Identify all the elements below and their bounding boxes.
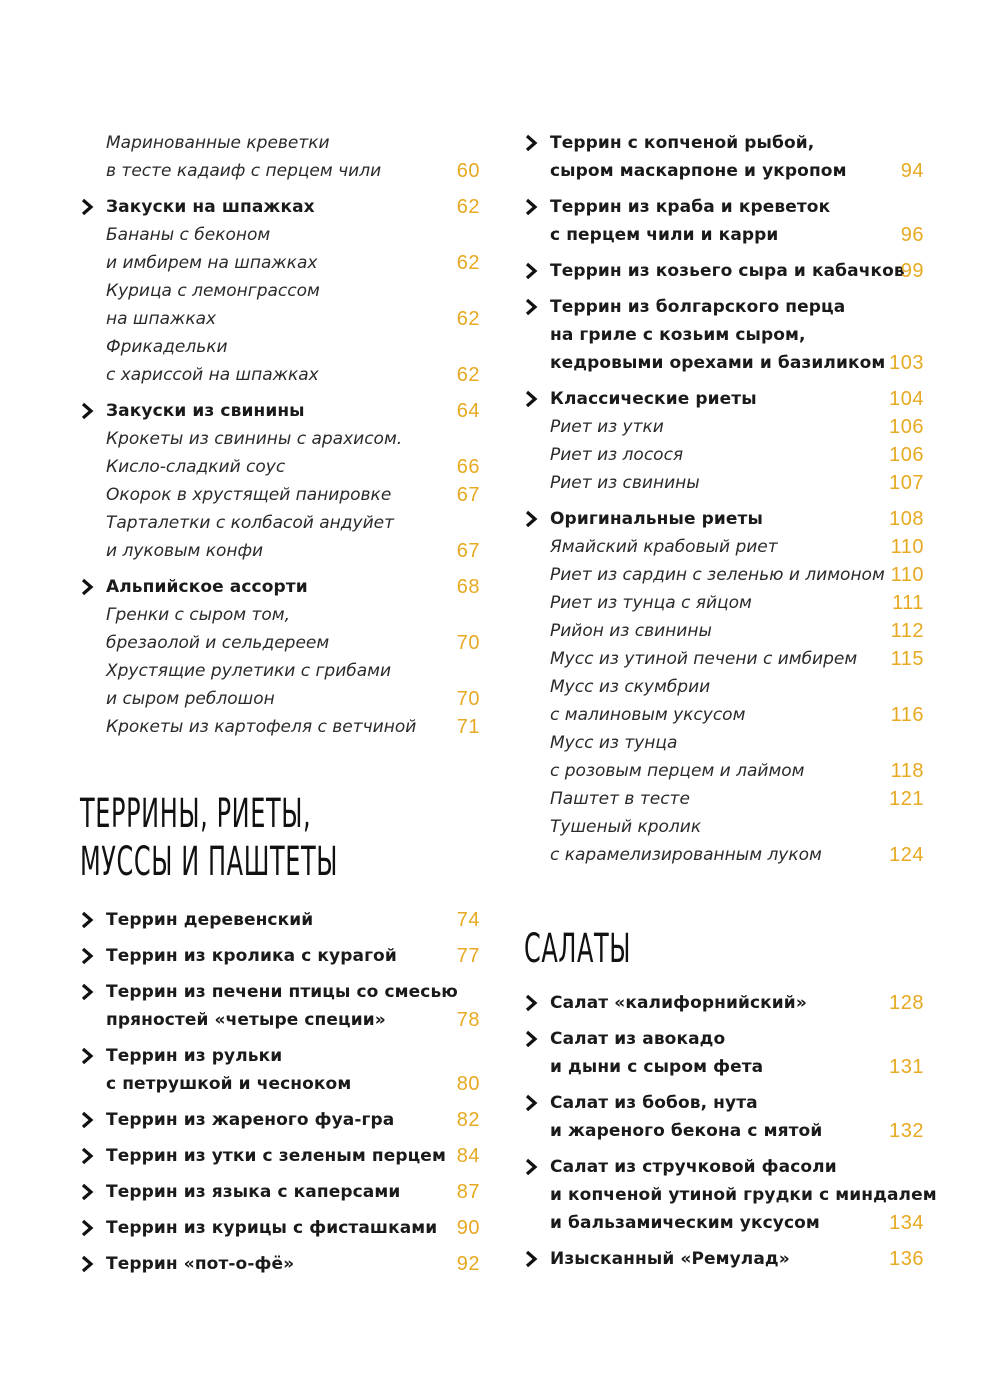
toc-section-entry[interactable] <box>524 385 924 413</box>
toc-section-entry[interactable] <box>80 1250 480 1278</box>
toc-page-number: 128 <box>889 991 924 1014</box>
toc-page-number: 78 <box>456 1008 480 1031</box>
toc-page-number: 110 <box>890 535 924 558</box>
toc-page-number: 60 <box>456 159 480 182</box>
toc-page-number: 77 <box>456 944 480 967</box>
toc-entry-title: Риет из свинины <box>550 473 700 493</box>
toc-entry-title: и луковым конфи <box>106 541 264 561</box>
toc-page-number: 111 <box>892 591 924 614</box>
toc-entry-title: Тарталетки с колбасой андуйет <box>106 513 395 533</box>
toc-section-entry[interactable] <box>80 1178 480 1206</box>
chevron-right-icon <box>80 906 102 934</box>
chevron-right-icon <box>524 1153 546 1181</box>
toc-entry-title: Террин из курицы с фисташками <box>106 1218 438 1238</box>
toc-entry-line <box>524 1117 924 1145</box>
toc-entry-title: Террин из болгарского перца <box>550 297 846 317</box>
section-heading-line: ТЕРРИНЫ, РИЕТЫ, <box>80 791 312 837</box>
toc-page-number: 121 <box>889 787 924 810</box>
toc-subentry[interactable] <box>80 425 480 481</box>
toc-entry-line <box>80 129 480 157</box>
toc-entry-line <box>80 537 480 565</box>
section-heading <box>524 925 631 973</box>
toc-page-number: 132 <box>889 1119 924 1142</box>
toc-entry-title: и жареного бекона с мятой <box>550 1121 823 1141</box>
toc-entry-line <box>80 1178 480 1206</box>
toc-page-number: 124 <box>889 843 924 866</box>
toc-entry-line <box>524 349 924 377</box>
toc-entry-line <box>524 385 924 413</box>
toc-section-entry[interactable] <box>524 1025 924 1081</box>
toc-entry-line <box>80 1214 480 1242</box>
toc-page-number: 104 <box>889 387 924 410</box>
toc-page-number: 94 <box>900 159 924 182</box>
toc-entry-line <box>80 657 480 685</box>
toc-entry-title: Террин из рульки <box>106 1046 283 1066</box>
toc-entry-title: Классические риеты <box>550 389 757 409</box>
toc-entry-line <box>524 293 924 321</box>
toc-entry-title: пряностей «четыре специи» <box>106 1010 386 1030</box>
toc-subentry[interactable] <box>80 657 480 713</box>
toc-entry-line <box>524 321 924 349</box>
toc-page-number: 82 <box>456 1108 480 1131</box>
toc-subentry[interactable] <box>524 673 924 729</box>
toc-entry-title: Курица с лемонграссом <box>106 281 320 301</box>
toc-page-number: 80 <box>456 1072 480 1095</box>
chevron-right-icon <box>80 1042 102 1070</box>
toc-entry-line <box>80 942 480 970</box>
chevron-right-icon <box>80 1178 102 1206</box>
toc-entry-title: на шпажках <box>106 309 217 329</box>
toc-page-number: 70 <box>456 631 480 654</box>
toc-entry-line <box>524 221 924 249</box>
toc-entry-line <box>80 509 480 537</box>
toc-entry-line <box>80 1106 480 1134</box>
toc-entry-line <box>524 729 924 757</box>
toc-entry-title: Террин деревенский <box>106 910 314 930</box>
toc-entry-line <box>524 129 924 157</box>
toc-entry-title: Террин «пот-о-фё» <box>106 1254 295 1274</box>
toc-entry-line <box>524 1025 924 1053</box>
toc-entry-title: Крокеты из свинины с арахисом. <box>106 429 403 449</box>
toc-entry-line <box>80 906 480 934</box>
toc-entry-title: Бананы с беконом <box>106 225 271 245</box>
toc-entry-line <box>80 1250 480 1278</box>
toc-page-number: 118 <box>890 759 924 782</box>
toc-entry-line <box>80 277 480 305</box>
toc-entry-line <box>80 305 480 333</box>
section-heading-line: МУССЫ И ПАШТЕТЫ <box>80 839 339 885</box>
toc-section-entry[interactable] <box>524 257 924 285</box>
toc-entry-title: Террин из козьего сыра и кабачков <box>550 261 905 281</box>
toc-entry-title: Изысканный «Ремулад» <box>550 1249 790 1269</box>
toc-page-number: 107 <box>889 471 924 494</box>
toc-entry-title: с малиновым уксусом <box>550 705 746 725</box>
toc-entry-title: с карамелизированным луком <box>550 845 822 865</box>
toc-section-entry[interactable] <box>80 978 480 1034</box>
toc-entry-title: и сыром реблошон <box>106 689 275 709</box>
toc-entry-title: Фрикадельки <box>106 337 228 357</box>
toc-entry-title: Хрустящие рулетики с грибами <box>106 661 392 681</box>
toc-entry-title: Окорок в хрустящей панировке <box>106 485 392 505</box>
toc-entry-title: Тушеный кролик <box>550 817 702 837</box>
toc-entry-title: Террин из краба и креветок <box>550 197 831 217</box>
toc-page-number: 74 <box>456 908 480 931</box>
toc-entry-line <box>524 561 924 589</box>
toc-entry-line <box>80 453 480 481</box>
toc-page-number: 115 <box>890 647 924 670</box>
toc-entry-title: сыром маскарпоне и укропом <box>550 161 847 181</box>
toc-entry-title: Риет из утки <box>550 417 664 437</box>
toc-entry-title: Ямайский крабовый риет <box>550 537 778 557</box>
chevron-right-icon <box>524 385 546 413</box>
toc-entry-title: с петрушкой и чесноком <box>106 1074 352 1094</box>
toc-entry-line <box>80 713 480 741</box>
toc-subentry[interactable] <box>524 413 924 441</box>
toc-entry-line <box>524 1153 924 1181</box>
toc-page-number: 84 <box>456 1144 480 1167</box>
toc-entry-line <box>524 841 924 869</box>
toc-entry-line <box>80 1142 480 1170</box>
toc-subentry[interactable] <box>80 509 480 565</box>
section-heading <box>80 790 338 886</box>
toc-page-number: 116 <box>890 703 924 726</box>
toc-entry-line <box>80 601 480 629</box>
toc-entry-line <box>80 573 480 601</box>
toc-entry-line <box>80 1042 480 1070</box>
toc-section-entry[interactable] <box>524 1245 924 1273</box>
toc-entry-title: с розовым перцем и лаймом <box>550 761 805 781</box>
toc-entry-line <box>524 257 924 285</box>
toc-entry-line <box>524 533 924 561</box>
toc-entry-title: Паштет в тесте <box>550 789 690 809</box>
toc-entry-title: Альпийское ассорти <box>106 577 308 597</box>
toc-section-entry[interactable] <box>80 397 480 425</box>
toc-subentry[interactable] <box>524 469 924 497</box>
toc-page-number: 92 <box>456 1252 480 1275</box>
toc-page-number: 62 <box>456 363 480 386</box>
toc-entry-title: Риет из сардин с зеленью и лимоном <box>550 565 885 585</box>
toc-entry-line <box>524 673 924 701</box>
toc-entry-line <box>524 1053 924 1081</box>
toc-subentry[interactable] <box>80 481 480 509</box>
toc-subentry[interactable] <box>524 561 924 589</box>
toc-entry-title: Крокеты из картофеля с ветчиной <box>106 717 417 737</box>
toc-entry-line <box>524 469 924 497</box>
toc-section-entry[interactable] <box>80 1042 480 1098</box>
toc-subentry[interactable] <box>524 589 924 617</box>
chevron-right-icon <box>80 573 102 601</box>
toc-entry-line <box>80 685 480 713</box>
toc-entry-title: Салат из бобов, нута <box>550 1093 758 1113</box>
toc-entry-title: с хариссой на шпажках <box>106 365 319 385</box>
toc-entry-title: Кисло-сладкий соус <box>106 457 286 477</box>
toc-page-number: 106 <box>889 443 924 466</box>
chevron-right-icon <box>524 505 546 533</box>
toc-page-number: 66 <box>456 455 480 478</box>
toc-section-entry[interactable] <box>524 193 924 249</box>
toc-page-number: 62 <box>456 251 480 274</box>
toc-subentry[interactable] <box>80 333 480 389</box>
toc-entry-title: Салат из авокадо <box>550 1029 726 1049</box>
toc-page-number: 87 <box>456 1180 480 1203</box>
chevron-right-icon <box>80 978 102 1006</box>
toc-page-number: 99 <box>900 259 924 282</box>
toc-subentry[interactable] <box>80 277 480 333</box>
toc-subentry[interactable] <box>524 813 924 869</box>
chevron-right-icon <box>80 1142 102 1170</box>
toc-entry-line <box>80 221 480 249</box>
toc-subentry[interactable] <box>524 785 924 813</box>
toc-entry-line <box>524 157 924 185</box>
toc-section-entry[interactable] <box>80 942 480 970</box>
toc-entry-line <box>524 813 924 841</box>
toc-subentry[interactable] <box>524 441 924 469</box>
toc-page-number: 62 <box>456 195 480 218</box>
toc-subentry[interactable] <box>80 221 480 277</box>
toc-entry-title: брезаолой и сельдереем <box>106 633 330 653</box>
toc-section-entry[interactable] <box>524 1089 924 1145</box>
toc-entry-title: Террин с копченой рыбой, <box>550 133 815 153</box>
toc-entry-title: в тесте кадаиф с перцем чили <box>106 161 382 181</box>
toc-page-number: 67 <box>456 539 480 562</box>
toc-entry-title: Гренки с сыром том, <box>106 605 291 625</box>
toc-entry-title: Оригинальные риеты <box>550 509 763 529</box>
toc-entry-line <box>80 361 480 389</box>
toc-entry-line <box>524 1089 924 1117</box>
chevron-right-icon <box>524 129 546 157</box>
toc-entry-line <box>80 333 480 361</box>
toc-entry-title: Риет из тунца с яйцом <box>550 593 752 613</box>
toc-page-number: 106 <box>889 415 924 438</box>
toc-subentry[interactable] <box>524 533 924 561</box>
toc-entry-title: Террин из кролика с курагой <box>106 946 397 966</box>
toc-section-entry[interactable] <box>524 129 924 185</box>
toc-section-entry[interactable] <box>524 1153 937 1237</box>
toc-entry-line <box>524 617 924 645</box>
toc-page-number: 67 <box>456 483 480 506</box>
toc-entry-title: и копченой утиной грудки с миндалем <box>550 1185 937 1205</box>
section-heading-line: САЛАТЫ <box>524 926 632 972</box>
toc-entry-line <box>524 193 924 221</box>
chevron-right-icon <box>80 1250 102 1278</box>
toc-entry-line <box>524 701 924 729</box>
toc-entry-line <box>80 629 480 657</box>
chevron-right-icon <box>524 1245 546 1273</box>
chevron-right-icon <box>80 1214 102 1242</box>
toc-entry-line <box>524 1245 924 1273</box>
toc-entry-line <box>80 425 480 453</box>
toc-page-number: 96 <box>900 223 924 246</box>
toc-page-number: 131 <box>889 1055 924 1078</box>
toc-subentry[interactable] <box>524 729 924 785</box>
toc-entry-line <box>524 645 924 673</box>
toc-entry-title: Закуски из свинины <box>106 401 305 421</box>
toc-page-number: 112 <box>890 619 924 642</box>
toc-section-entry[interactable] <box>80 1214 480 1242</box>
toc-entry-title: и бальзамическим уксусом <box>550 1213 820 1233</box>
toc-page-number: 134 <box>889 1211 924 1234</box>
toc-entry-line <box>524 1181 937 1209</box>
toc-entry-title: Мусс из утиной печени с имбирем <box>550 649 858 669</box>
toc-entry-title: Террин из жареного фуа-гра <box>106 1110 395 1130</box>
toc-entry-line <box>80 978 480 1006</box>
toc-entry-title: и имбирем на шпажках <box>106 253 318 273</box>
toc-entry-line <box>524 989 924 1017</box>
toc-subentry[interactable] <box>80 129 480 185</box>
toc-section-entry[interactable] <box>80 573 480 601</box>
toc-page-number: 90 <box>456 1216 480 1239</box>
toc-page-number: 71 <box>456 715 480 738</box>
toc-subentry[interactable] <box>80 601 480 657</box>
toc-entry-title: Мусс из тунца <box>550 733 678 753</box>
toc-entry-line <box>524 441 924 469</box>
chevron-right-icon <box>80 1106 102 1134</box>
toc-page-number: 136 <box>889 1247 924 1270</box>
toc-entry-line <box>80 249 480 277</box>
chevron-right-icon <box>524 257 546 285</box>
toc-entry-line <box>524 413 924 441</box>
toc-entry-title: и дыни с сыром фета <box>550 1057 764 1077</box>
toc-entry-title: Террин из печени птицы со смесью <box>106 982 458 1002</box>
toc-entry-line <box>80 193 480 221</box>
toc-section-entry[interactable] <box>80 1142 480 1170</box>
toc-entry-title: Салат из стручковой фасоли <box>550 1157 837 1177</box>
toc-section-entry[interactable] <box>524 989 924 1017</box>
toc-entry-title: кедровыми орехами и базиликом <box>550 353 886 373</box>
toc-section-entry[interactable] <box>524 505 924 533</box>
toc-subentry[interactable] <box>80 713 480 741</box>
toc-entry-title: Рийон из свинины <box>550 621 712 641</box>
toc-section-entry[interactable] <box>80 193 480 221</box>
chevron-right-icon <box>524 989 546 1017</box>
toc-entry-line <box>80 397 480 425</box>
toc-page-number: 64 <box>456 399 480 422</box>
toc-entry-title: Террин из языка с каперсами <box>106 1182 401 1202</box>
chevron-right-icon <box>524 193 546 221</box>
toc-entry-title: Маринованные креветки <box>106 133 330 153</box>
chevron-right-icon <box>524 1089 546 1117</box>
toc-entry-line <box>80 1070 480 1098</box>
chevron-right-icon <box>524 1025 546 1053</box>
toc-entry-line <box>524 757 924 785</box>
toc-entry-title: Салат «калифорнийский» <box>550 993 807 1013</box>
toc-entry-line <box>80 1006 480 1034</box>
toc-entry-line <box>80 481 480 509</box>
toc-entry-title: Риет из лосося <box>550 445 684 465</box>
toc-entry-line <box>80 157 480 185</box>
toc-subentry[interactable] <box>524 645 924 673</box>
toc-section-entry[interactable] <box>80 906 480 934</box>
toc-entry-line <box>524 1209 924 1237</box>
chevron-right-icon <box>80 193 102 221</box>
toc-entry-title: Террин из утки с зеленым перцем <box>106 1146 446 1166</box>
toc-entry-line <box>524 589 924 617</box>
toc-section-entry[interactable] <box>524 293 924 377</box>
toc-page-number: 110 <box>890 563 924 586</box>
toc-page-number: 62 <box>456 307 480 330</box>
toc-entry-line <box>524 785 924 813</box>
toc-page-number: 68 <box>456 575 480 598</box>
toc-page-number: 108 <box>889 507 924 530</box>
toc-entry-line <box>524 505 924 533</box>
toc-page-number: 103 <box>889 351 924 374</box>
toc-page-number: 70 <box>456 687 480 710</box>
chevron-right-icon <box>80 397 102 425</box>
chevron-right-icon <box>80 942 102 970</box>
toc-entry-title: Мусс из скумбрии <box>550 677 711 697</box>
toc-section-entry[interactable] <box>80 1106 480 1134</box>
toc-subentry[interactable] <box>524 617 924 645</box>
toc-entry-title: Закуски на шпажках <box>106 197 315 217</box>
toc-entry-title: на гриле с козьим сыром, <box>550 325 806 345</box>
chevron-right-icon <box>524 293 546 321</box>
toc-entry-title: с перцем чили и карри <box>550 225 779 245</box>
